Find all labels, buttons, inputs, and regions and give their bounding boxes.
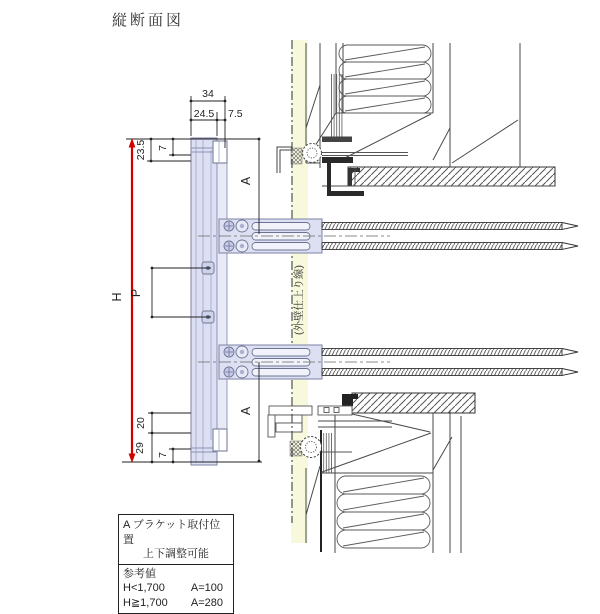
wall-finish-label: (外壁仕上り線) <box>293 265 305 335</box>
note-row <box>123 581 229 596</box>
mounting-screw <box>322 369 578 376</box>
dim-bracket-a-bottom: A <box>239 406 253 416</box>
dim-width-total: 34 <box>202 88 214 100</box>
sill-board-lower <box>342 393 475 413</box>
dim-top-inset: 7 <box>157 145 169 151</box>
note-table <box>118 514 234 614</box>
backer-rod-lower <box>301 437 322 458</box>
dim-bottom-upper: 20 <box>135 417 147 429</box>
dim-bottom-inset: 7 <box>157 452 169 458</box>
page-title: 縦断面図 <box>112 12 185 29</box>
mounting-screw <box>322 243 578 250</box>
note-condition: H≧1,700 <box>123 596 168 609</box>
dim-bracket-a-top: A <box>239 176 253 186</box>
note-table-body <box>119 565 233 614</box>
dim-top-offset: 23.5 <box>135 139 147 161</box>
height-dimension-line <box>129 138 136 463</box>
bracket-slot <box>252 369 310 377</box>
note-table-header <box>119 515 233 565</box>
dim-width-left: 24.5 <box>193 108 215 120</box>
note-value: A=100 <box>190 582 223 595</box>
mounting-screw <box>322 223 578 230</box>
bracket-slot <box>252 359 310 367</box>
lower-wall-section <box>306 410 475 553</box>
note-condition: H<1,700 <box>123 582 165 595</box>
bracket-slot <box>252 243 310 251</box>
bracket-slot <box>252 349 310 357</box>
backer-rod-upper <box>303 144 322 163</box>
insulation-batt-lower <box>337 476 430 548</box>
mounting-screw <box>322 349 578 356</box>
bracket-slot <box>252 233 310 241</box>
dim-height-label: H <box>110 292 124 302</box>
note-row <box>123 596 229 611</box>
note-title-line2: 上下調整可能 <box>143 548 209 561</box>
sill-board-upper <box>322 167 555 186</box>
note-title-line1: A ブラケット取付位置 <box>123 519 221 546</box>
bracket-slot <box>252 223 310 231</box>
sealant-upper <box>291 148 302 164</box>
insulation-batt-upper <box>339 45 431 113</box>
mounting-rail <box>191 138 227 465</box>
note-value: A=280 <box>190 596 223 609</box>
note-ref-label: 参考値 <box>123 567 156 580</box>
dim-pitch-label: P <box>129 288 143 298</box>
dim-width-right: 7.5 <box>228 108 243 120</box>
dim-bottom-lower: 29 <box>134 442 146 454</box>
